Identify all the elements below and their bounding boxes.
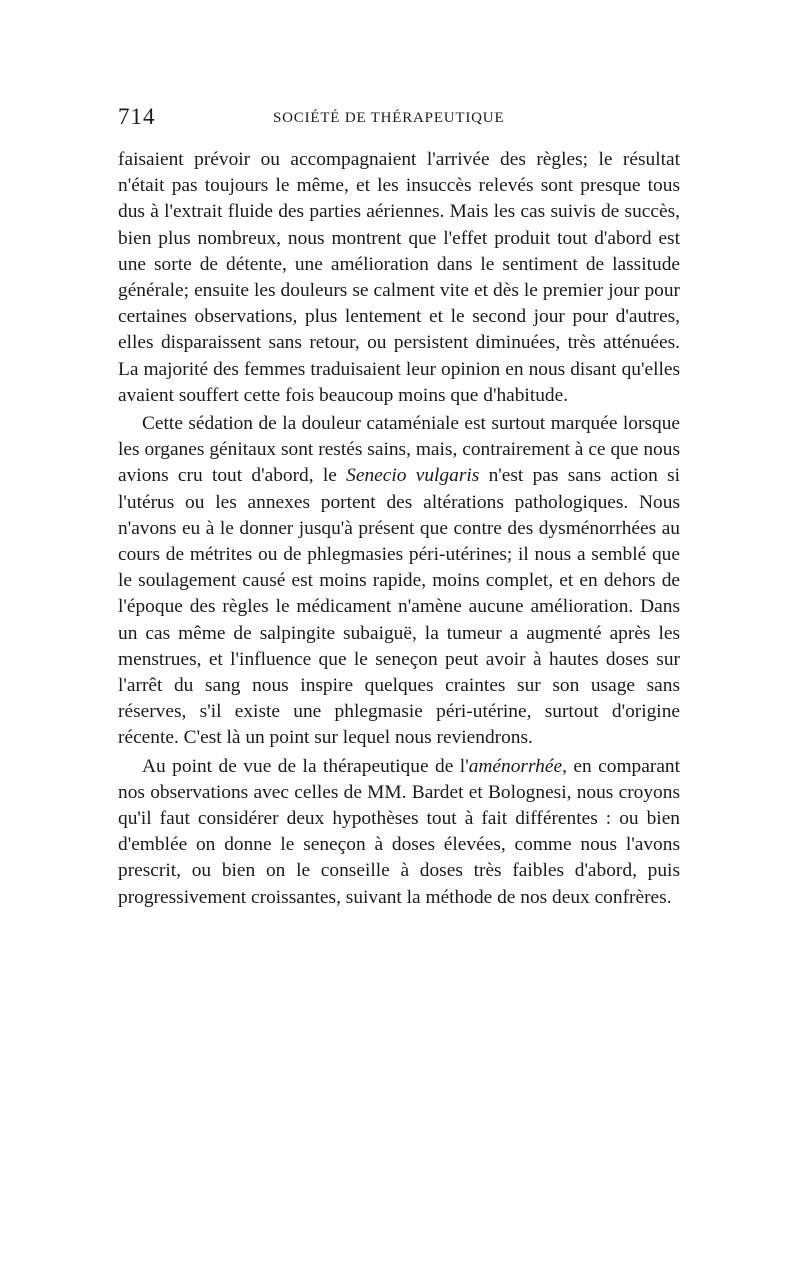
paragraph-2-text-before: Cette sédation de la douleur cataméniale est surtout marquée lorsque les organes génitaux sont restés sains, mais, contrairement à ce que nous avions cru tout d'abord, le: [118, 413, 680, 487]
paragraph-3: [118, 754, 680, 911]
paragraph-3-italic-term: aménorrhée: [468, 755, 563, 777]
page-header: [118, 104, 678, 134]
paragraph-2-text-after: n'est pas sans action si l'utérus ou les annexes portent des altérations pathologiques. Nous n'avons eu à le donner jusqu'à présent que contre des dysménorrhées au cours de métrites ou de phlegmasies péri-utérines; il nous a semblé que le soulagement causé est moins rapide, moins complet, et en dehors de l'époque des règles le médicament n'amène aucune amélioration. Dans un cas même de salpingite subaiguë, la tumeur a augmenté après les menstrues, et l'influence que le seneçon peut avoir à hautes doses sur l'arrêt du sang nous inspire quelques craintes sur son usage sans réserves, s'il existe une phlegmasie péri-utérine, surtout d'origine récente. C'est là un point sur lequel nous reviendrons.: [118, 465, 680, 749]
paragraph-3-text-before: Au point de vue de la thérapeutique de l': [142, 755, 469, 777]
paragraph-1: faisaient prévoir ou accompagnaient l'arrivée des règles; le résultat n'était pas toujours le même, et les insuccès relevés sont presque tous dus à l'extrait fluide des parties aériennes. Mais les cas suivis de succès, bien plus nombreux, nous montrent que l'effet produit tout d'abord est une sorte de détente, une amélioration dans le sentiment de lassitude générale; ensuite les douleurs se calment vite et dès le premier jour pour certaines observations, plus lentement et le second jour pour d'autres, elles disparaissent sans retour, ou persistent diminuées, très atténuées. La majorité des femmes traduisaient leur opinion en nous disant qu'elles avaient souffert cette fois beaucoup moins que d'habitude.: [118, 149, 680, 406]
paragraph-2: [118, 411, 680, 752]
body-text: [118, 147, 680, 911]
paragraph-3-text-after: , en comparant nos observations avec celles de MM. Bardet et Bolognesi, nous croyons qu'il faut considérer deux hypothèses tout à fait différentes : ou bien d'emblée on donne le seneçon à doses élevées, comme nous l'avons prescrit, ou bien on le conseille à doses très faibles d'abord, puis progressivement croissantes, suivant la méthode de nos deux confrères.: [118, 755, 681, 908]
running-head: SOCIÉTÉ DE THÉRAPEUTIQUE: [273, 110, 505, 126]
paragraph-2-italic-term: Senecio vulgaris: [346, 465, 480, 487]
page-number: 714: [118, 104, 156, 129]
